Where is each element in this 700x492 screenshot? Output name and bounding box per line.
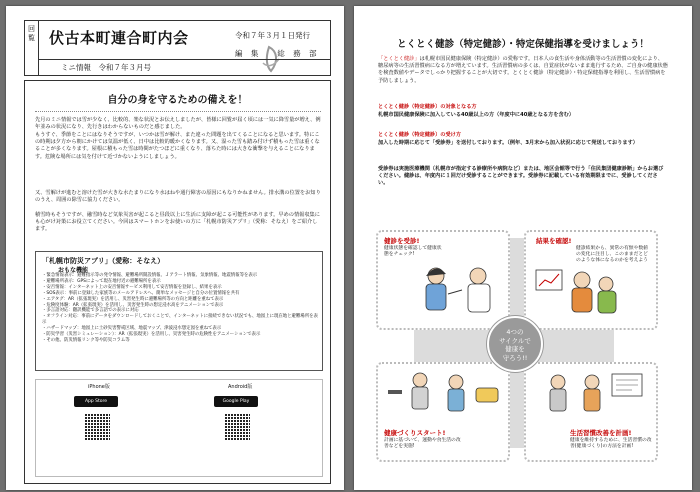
organization-title: 伏古本町連合町内会 [49, 29, 189, 47]
intro-text: は札幌市国民健康保険（特定健診）の愛称です。日本人の食生活や身体活動等の生活習慣の変化により、糖尿病等の生活習慣病になる方が増えています。生活習慣病の多くは、自覚症状がないまま進行するため、ご自身の健康状態を検査数値やデータでしっかり把握することが大切です。とくとく健診（特定健診）・特定保健指導を利用し、生活習慣病を予防しましょう。 [378, 56, 668, 84]
mini-info-subtitle: ミニ情報 令和７年３月号 [39, 59, 330, 75]
article-paragraph-2: もうすぐ、季節をことにはなりそうですが、いつかは雪が解け、また違った問題を出てくることになると思います。特にこの時期は夕方から朝にかけては気温が低く、日中は比較的暖かくなります。又、湿った雪も踏み付けず積もった雪は重くなることが多くなります。屋根に積もった雪は時間がたつほどに重くなり、落ちた時には大きな衝撃を与えることになります。危険な場所には気を付けて近づかないようにしましょう。 [35, 132, 320, 160]
feature-item: ・エアタグ：AR（拡張現実）を活用し、災害発生時に避難場所等の方向と距離を重ねて表示 [42, 296, 224, 302]
feature-item: ・オフライン対応：事前にデータをダウンロードしておくことで、インターネットに接続できない状況でも、地図上に現在地と避難場所を表示 [42, 314, 318, 326]
ticket-info: 受診券は実施医療機関（札幌市が指定する診療所や病院など）または、地区会館等で行う「住民集団健康診断」からお選びください。健診は、年度内に１回だけ受診することができます。受診券に記載している有効期限までに、受診してください。 [378, 166, 664, 187]
center-line: 健康を [505, 345, 525, 353]
google-play-badge[interactable]: Google Play [214, 396, 258, 407]
eligibility-body: 札幌市国民健康保険に加入している40歳以上の方（年度中に40歳となる方を含む） [378, 112, 575, 118]
cycle-step-3 [524, 362, 658, 462]
reviewing-results-illustration-icon [532, 264, 622, 324]
health-check-headline: とくとく健診（特定健診）・特定保健指導を受けましょう！ [397, 39, 649, 50]
tokutoku-name: 「とくとく健診」 [378, 56, 420, 62]
app-title: 「札幌市防災アプリ」（愛称：そなえ） [42, 257, 165, 265]
issue-date: 令和７年３月１日発行 [235, 31, 310, 40]
health-cycle-diagram [374, 228, 656, 460]
cycle-step-1 [376, 230, 510, 330]
android-qr-code-icon [224, 414, 250, 440]
iphone-qr-code-icon [84, 414, 110, 440]
iphone-label: iPhone版 [88, 384, 110, 390]
circulate-mark: 回 覧 [25, 21, 39, 75]
planning-illustration-icon [536, 368, 650, 424]
newsletter-header [24, 20, 331, 76]
step-title: 生活習慣改善を計画! [570, 429, 632, 437]
exercise-illustration-icon [384, 368, 502, 420]
feature-item: ・安否情報：インターネット上の安否情報サービス利用して安否情報を登録し、結果を表示 [42, 284, 222, 290]
feature-item: ・その他、防災情報リンク等や防災コラム等 [42, 337, 130, 343]
feature-item: ・緊急情報表示：避難指示等の発令情報、避難場所開設情報、Ｊアラート情報、気象情報、地震情報等を表示 [42, 273, 258, 278]
eligibility-title: とくとく健診（特定健診）の対象となる方 [378, 104, 477, 110]
features-list [42, 273, 318, 344]
center-line: 4つの [506, 328, 524, 336]
article-paragraph-3: 又、雪解けが進むと溶けた雪が大きな水たまりになり水はねや通行障害の原因にもなりかねません。排水溝の位置をお知りのうえ、周囲の除雪に協力ください。 [35, 190, 321, 204]
feature-item: ・避難場所表示：GPSによって現在地付近の避難場所を表示 [42, 278, 161, 284]
step-desc: 健康を維持するために、生活習慣の改善(健康づくり)の方法を計画! [570, 438, 652, 449]
app-store-badge[interactable]: App Store [74, 396, 118, 407]
intro-paragraph [378, 56, 668, 85]
cycle-step-4 [376, 362, 510, 462]
step-title: 健康づくりスタート! [384, 429, 446, 437]
main-article [24, 80, 331, 484]
article-paragraph-4: 積雪時もそうですが、融雪時など気象災害が起こると昼段以上に生活に支障が起こる可能性があります。早めの情報収集にも心がけ対策にお役立てください。今回はスマートホンをお使いの方に「札幌市防災アプリ」（愛称：そなえ）をご紹介します。 [35, 212, 320, 233]
editor-credit: 編 集 総 務 部 [235, 49, 320, 58]
features-heading: おもな機能 [58, 267, 89, 274]
feature-item: ・ハザードマップ：地図上に土砂災害警戒区域、地震マップ、津波浸水想定図を重ねて表示 [42, 326, 222, 332]
step-title: 結果を確認! [536, 237, 572, 245]
step-desc: 健康状態を確認して健康状態をチェック! [384, 246, 442, 257]
disaster-app-box [35, 251, 323, 371]
android-label: Android版 [228, 384, 253, 390]
doctor-patient-illustration-icon [418, 262, 502, 322]
feature-item: ・防災学習（災害シミュレーション）：AR（拡張現実）を活用し、災害発生時の危険性をアニメーションで表示 [42, 332, 261, 338]
article-headline: 自分の身を守るための備えを！ [107, 95, 248, 106]
cycle-step-2 [524, 230, 658, 330]
left-page [6, 6, 344, 490]
center-line: 守ろう!! [502, 353, 528, 362]
feature-item: ・多言語対応：翻訳機能で多言語での表示に対応 [42, 308, 139, 314]
right-page [354, 6, 692, 490]
howto-title: とくとく健診（特定健診）の受け方 [378, 132, 462, 138]
app-download-area [35, 379, 323, 477]
step-desc: 健診結果から、異常の有無や数値の変化に注目し、このままだとどのような体になるのかを考えよう [576, 246, 648, 263]
step-title: 健診を受診! [384, 237, 420, 245]
howto-body: 加入した時期に応じて「受診券」を送付しております。（例年、3月末から加入状況に応じて発送しております） [378, 140, 638, 146]
cycle-center-badge [487, 316, 543, 372]
step-desc: 計画に基づいて、運動や食生活の改善などを実施! [384, 438, 461, 449]
feature-item: ・SOS表示：事前に登録した家族等のメールアドレスへ、簡単なメッセージと自分の位置情報を共有 [42, 290, 240, 296]
feature-item: ・危険度体験：AR（拡張現実）を活用し、災害発生時の想定浸水高をアニメーションで表示 [42, 302, 224, 308]
center-line: サイクルで [499, 336, 531, 345]
divider [35, 111, 321, 112]
article-paragraph-1: 先月のミニ情報では雪が少なく、比較的、楽な状況とお伝えしましたが、皆様に回覧が届く頃には一気に降雪量が増え、例年並みの状況になり、先行きはわからないものだと感じました。 [35, 117, 321, 131]
